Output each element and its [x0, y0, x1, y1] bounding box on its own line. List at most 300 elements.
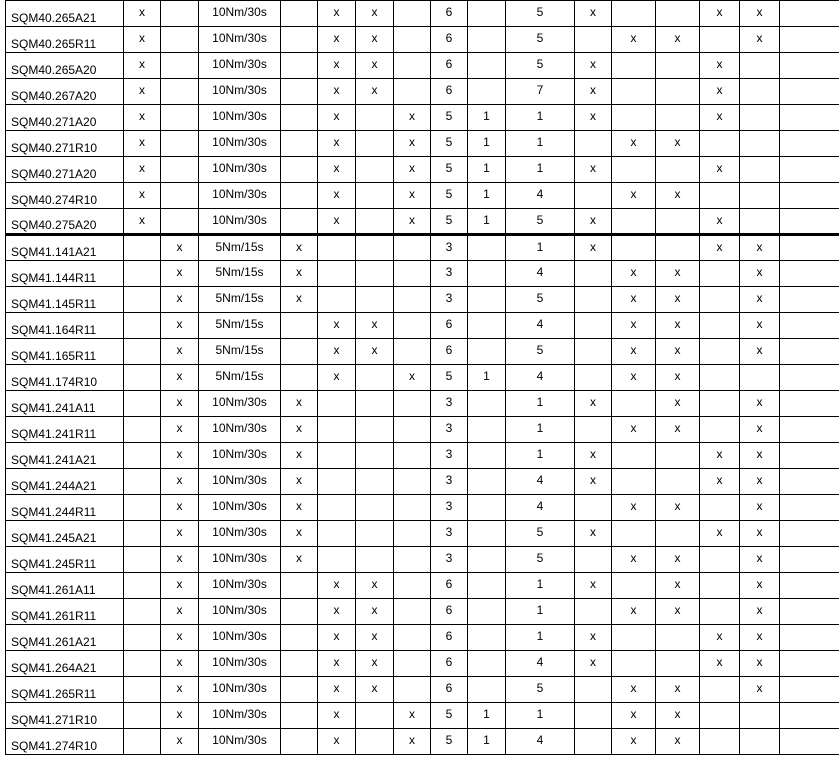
type-code: SQM41.261A11	[11, 583, 96, 597]
table-cell: x	[318, 105, 356, 131]
table-cell: x	[740, 339, 780, 365]
table-cell: x	[700, 1, 740, 27]
type-code-cell	[6, 1, 124, 27]
table-cell	[656, 651, 700, 677]
table-cell: x	[161, 339, 199, 365]
table-cell: x	[394, 703, 431, 729]
table-cell	[124, 599, 161, 625]
table-cell: x	[612, 287, 656, 313]
table-cell	[780, 391, 839, 417]
table-row	[6, 469, 839, 495]
table-cell: x	[656, 677, 700, 703]
table-cell: 5	[431, 105, 468, 131]
table-cell	[700, 677, 740, 703]
table-cell	[124, 235, 161, 261]
table-cell	[700, 313, 740, 339]
table-cell	[780, 27, 839, 53]
table-cell: 5	[431, 209, 468, 235]
table-cell	[656, 235, 700, 261]
table-cell	[780, 469, 839, 495]
type-code-cell	[6, 235, 124, 261]
table-cell	[612, 573, 656, 599]
table-cell: x	[124, 131, 161, 157]
table-cell	[468, 235, 506, 261]
table-cell: x	[356, 27, 394, 53]
table-cell: x	[656, 313, 700, 339]
type-code: SQM41.241R11	[11, 427, 97, 441]
table-cell: 1	[506, 599, 575, 625]
table-cell	[700, 547, 740, 573]
table-row	[6, 313, 839, 339]
table-cell: 4	[506, 183, 575, 209]
table-cell	[394, 495, 431, 521]
table-row	[6, 417, 839, 443]
table-cell: 5Nm/15s	[199, 235, 281, 261]
table-cell: x	[161, 729, 199, 755]
table-cell	[124, 703, 161, 729]
table-cell	[700, 287, 740, 313]
table-cell	[394, 521, 431, 547]
table-cell: 6	[431, 53, 468, 79]
table-cell: x	[161, 573, 199, 599]
table-cell	[780, 547, 839, 573]
table-cell: x	[356, 79, 394, 105]
table-cell: x	[612, 703, 656, 729]
table-cell: x	[612, 339, 656, 365]
table-row	[6, 183, 839, 209]
table-cell	[356, 391, 394, 417]
table-cell	[612, 443, 656, 469]
table-cell: x	[575, 521, 612, 547]
table-cell: x	[656, 183, 700, 209]
table-cell: x	[161, 599, 199, 625]
table-cell: x	[318, 53, 356, 79]
table-cell: x	[394, 729, 431, 755]
table-cell: x	[612, 261, 656, 287]
table-cell: 4	[506, 651, 575, 677]
table-cell: x	[161, 495, 199, 521]
table-cell	[281, 625, 318, 651]
table-cell: x	[656, 27, 700, 53]
table-cell: 10Nm/30s	[199, 79, 281, 105]
table-cell	[468, 495, 506, 521]
table-cell	[318, 235, 356, 261]
table-cell: x	[575, 651, 612, 677]
table-cell	[468, 313, 506, 339]
table-cell	[318, 391, 356, 417]
table-cell	[281, 131, 318, 157]
table-cell	[394, 235, 431, 261]
table-cell	[780, 1, 839, 27]
table-cell	[656, 443, 700, 469]
table-cell: x	[161, 677, 199, 703]
table-cell: x	[394, 209, 431, 235]
table-cell	[656, 469, 700, 495]
table-cell: 1	[506, 157, 575, 183]
table-cell: x	[318, 157, 356, 183]
table-cell	[161, 157, 199, 183]
table-cell: 3	[431, 495, 468, 521]
table-cell: x	[161, 521, 199, 547]
table-cell	[780, 729, 839, 755]
table-cell: 6	[431, 339, 468, 365]
table-cell	[318, 495, 356, 521]
table-cell	[468, 443, 506, 469]
table-cell: 5	[506, 27, 575, 53]
table-cell	[780, 417, 839, 443]
table-cell	[161, 209, 199, 235]
table-cell	[656, 53, 700, 79]
table-cell: 3	[431, 417, 468, 443]
table-cell	[740, 157, 780, 183]
table-cell	[740, 183, 780, 209]
type-code-cell	[6, 339, 124, 365]
table-cell: 5Nm/15s	[199, 261, 281, 287]
table-row	[6, 287, 839, 313]
table-row	[6, 391, 839, 417]
table-cell: 6	[431, 313, 468, 339]
type-code: SQM41.164R11	[11, 323, 97, 337]
table-cell: x	[656, 495, 700, 521]
table-cell	[394, 573, 431, 599]
table-cell: x	[318, 339, 356, 365]
table-cell: 6	[431, 599, 468, 625]
table-cell	[124, 495, 161, 521]
table-cell	[780, 157, 839, 183]
table-cell: x	[740, 469, 780, 495]
table-row	[6, 365, 839, 391]
table-cell: x	[318, 79, 356, 105]
table-cell	[394, 677, 431, 703]
table-cell: 10Nm/30s	[199, 417, 281, 443]
table-cell	[281, 729, 318, 755]
table-cell: x	[700, 53, 740, 79]
type-code: SQM41.261R11	[11, 609, 97, 623]
table-cell	[356, 729, 394, 755]
table-row	[6, 521, 839, 547]
table-cell: x	[575, 443, 612, 469]
table-cell	[356, 157, 394, 183]
table-cell: x	[575, 469, 612, 495]
table-cell	[281, 365, 318, 391]
table-cell: x	[740, 313, 780, 339]
table-cell	[740, 365, 780, 391]
table-cell	[468, 339, 506, 365]
table-cell	[394, 27, 431, 53]
table-cell: 5	[431, 703, 468, 729]
type-code-cell	[6, 391, 124, 417]
table-cell: 5	[506, 521, 575, 547]
table-cell	[575, 261, 612, 287]
table-cell	[161, 105, 199, 131]
table-cell	[318, 287, 356, 313]
table-cell	[740, 105, 780, 131]
type-code-cell	[6, 157, 124, 183]
table-cell: x	[700, 105, 740, 131]
table-cell	[656, 105, 700, 131]
table-cell: x	[318, 27, 356, 53]
table-cell: 10Nm/30s	[199, 53, 281, 79]
table-cell	[394, 391, 431, 417]
table-cell	[575, 183, 612, 209]
table-cell	[468, 1, 506, 27]
type-code-cell	[6, 547, 124, 573]
table-row	[6, 443, 839, 469]
table-cell: x	[281, 495, 318, 521]
table-cell: 5	[506, 53, 575, 79]
table-cell: x	[700, 235, 740, 261]
table-cell: x	[656, 547, 700, 573]
table-cell: 10Nm/30s	[199, 703, 281, 729]
table-cell	[124, 287, 161, 313]
table-cell: 10Nm/30s	[199, 521, 281, 547]
table-cell	[700, 261, 740, 287]
table-cell: x	[318, 209, 356, 235]
table-row	[6, 157, 839, 183]
table-cell	[281, 1, 318, 27]
table-cell	[575, 365, 612, 391]
table-cell	[356, 183, 394, 209]
table-cell	[281, 79, 318, 105]
table-cell: 1	[468, 131, 506, 157]
table-cell: x	[740, 391, 780, 417]
table-cell: x	[740, 599, 780, 625]
table-cell	[318, 547, 356, 573]
table-cell	[356, 261, 394, 287]
table-cell: x	[656, 573, 700, 599]
table-cell: 6	[431, 1, 468, 27]
table-cell	[780, 209, 839, 235]
table-cell: 4	[506, 469, 575, 495]
table-cell: x	[740, 235, 780, 261]
table-cell: 1	[506, 625, 575, 651]
table-cell	[281, 157, 318, 183]
table-cell	[356, 469, 394, 495]
table-cell	[281, 339, 318, 365]
type-code-cell	[6, 677, 124, 703]
table-cell: x	[740, 677, 780, 703]
table-cell	[612, 157, 656, 183]
table-cell	[161, 79, 199, 105]
table-cell: x	[161, 703, 199, 729]
table-cell: 10Nm/30s	[199, 209, 281, 235]
table-cell	[124, 651, 161, 677]
table-row	[6, 651, 839, 677]
type-code: SQM41.271R10	[11, 713, 98, 727]
table-cell: 3	[431, 261, 468, 287]
table-cell	[124, 339, 161, 365]
table-cell	[281, 313, 318, 339]
table-cell: 10Nm/30s	[199, 391, 281, 417]
table-cell	[394, 599, 431, 625]
table-row	[6, 729, 839, 755]
table-cell: x	[356, 625, 394, 651]
table-cell	[780, 625, 839, 651]
table-cell	[575, 27, 612, 53]
table-cell	[612, 235, 656, 261]
table-cell	[780, 365, 839, 391]
table-cell: 5Nm/15s	[199, 287, 281, 313]
table-cell: 5Nm/15s	[199, 365, 281, 391]
table-cell: x	[161, 287, 199, 313]
table-cell	[575, 677, 612, 703]
table-cell: x	[124, 1, 161, 27]
table-cell: x	[612, 677, 656, 703]
table-cell	[780, 313, 839, 339]
table-cell	[356, 131, 394, 157]
table-cell: x	[740, 573, 780, 599]
table-cell: x	[318, 183, 356, 209]
table-cell	[124, 313, 161, 339]
table-cell	[124, 573, 161, 599]
table-cell: 10Nm/30s	[199, 443, 281, 469]
table-cell	[612, 1, 656, 27]
table-cell	[281, 573, 318, 599]
table-cell	[575, 547, 612, 573]
table-cell	[656, 79, 700, 105]
table-cell	[468, 651, 506, 677]
table-cell: x	[656, 339, 700, 365]
table-cell: 5Nm/15s	[199, 339, 281, 365]
table-cell: x	[394, 183, 431, 209]
table-cell: x	[740, 417, 780, 443]
table-cell: x	[740, 625, 780, 651]
table-cell	[700, 183, 740, 209]
table-cell: 10Nm/30s	[199, 729, 281, 755]
table-cell	[394, 53, 431, 79]
table-cell	[161, 27, 199, 53]
table-cell	[740, 131, 780, 157]
table-cell: x	[575, 1, 612, 27]
table-cell: x	[124, 79, 161, 105]
table-cell: x	[656, 391, 700, 417]
table-cell: x	[575, 235, 612, 261]
table-cell: x	[740, 1, 780, 27]
table-cell: x	[281, 235, 318, 261]
table-cell: x	[318, 703, 356, 729]
table-cell: 7	[506, 79, 575, 105]
table-cell: 10Nm/30s	[199, 105, 281, 131]
table-cell: x	[740, 521, 780, 547]
table-cell: x	[612, 27, 656, 53]
table-cell	[356, 495, 394, 521]
table-cell: 5	[431, 729, 468, 755]
table-cell: 4	[506, 729, 575, 755]
table-cell	[780, 521, 839, 547]
type-code-cell	[6, 27, 124, 53]
table-cell	[161, 131, 199, 157]
table-cell: 4	[506, 365, 575, 391]
table-cell: 10Nm/30s	[199, 27, 281, 53]
table-cell	[124, 443, 161, 469]
table-row	[6, 339, 839, 365]
table-cell	[612, 651, 656, 677]
table-cell: x	[394, 157, 431, 183]
table-cell	[780, 651, 839, 677]
table-cell: x	[124, 157, 161, 183]
table-row	[6, 131, 839, 157]
table-cell	[700, 703, 740, 729]
table-cell: x	[161, 235, 199, 261]
table-cell	[281, 105, 318, 131]
table-cell	[394, 469, 431, 495]
table-cell	[700, 339, 740, 365]
table-cell	[740, 703, 780, 729]
table-cell: x	[612, 183, 656, 209]
table-row	[6, 53, 839, 79]
type-code: SQM41.241A21	[11, 453, 97, 467]
table-cell	[356, 521, 394, 547]
actuator-spec-table	[5, 0, 839, 755]
table-cell	[700, 599, 740, 625]
table-cell	[780, 703, 839, 729]
table-cell	[468, 287, 506, 313]
table-cell	[161, 1, 199, 27]
table-cell: x	[612, 131, 656, 157]
type-code: SQM41.144R11	[11, 271, 97, 285]
table-cell	[700, 573, 740, 599]
table-cell	[468, 573, 506, 599]
table-cell: x	[700, 651, 740, 677]
table-cell	[318, 443, 356, 469]
type-code: SQM40.271R10	[11, 141, 98, 155]
table-cell	[394, 313, 431, 339]
type-code-cell	[6, 443, 124, 469]
table-cell: x	[740, 443, 780, 469]
table-cell	[780, 261, 839, 287]
type-code: SQM40.274R10	[11, 193, 98, 207]
table-cell: x	[281, 261, 318, 287]
table-cell: x	[740, 287, 780, 313]
table-cell: x	[318, 365, 356, 391]
table-cell: 1	[468, 209, 506, 235]
table-cell	[612, 625, 656, 651]
table-cell	[124, 729, 161, 755]
type-code-cell	[6, 469, 124, 495]
table-cell: x	[318, 651, 356, 677]
table-cell: 1	[468, 365, 506, 391]
type-code: SQM41.165R11	[11, 349, 97, 363]
table-cell	[281, 599, 318, 625]
table-cell: 6	[431, 27, 468, 53]
table-cell: x	[656, 261, 700, 287]
table-cell: 10Nm/30s	[199, 495, 281, 521]
table-row	[6, 547, 839, 573]
table-cell: x	[700, 157, 740, 183]
table-cell: 1	[468, 157, 506, 183]
type-code: SQM41.244R11	[11, 505, 97, 519]
table-cell	[356, 417, 394, 443]
table-cell	[394, 261, 431, 287]
table-cell	[780, 677, 839, 703]
table-cell: 4	[506, 313, 575, 339]
table-cell: 5Nm/15s	[199, 313, 281, 339]
table-cell: 3	[431, 391, 468, 417]
table-cell: x	[161, 417, 199, 443]
table-cell: x	[356, 1, 394, 27]
table-cell: x	[318, 573, 356, 599]
type-code: SQM41.274R10	[11, 739, 98, 753]
table-cell	[780, 131, 839, 157]
type-code-cell	[6, 131, 124, 157]
table-cell	[356, 209, 394, 235]
table-cell: 3	[431, 521, 468, 547]
table-cell: x	[612, 417, 656, 443]
type-code: SQM40.265A21	[11, 11, 97, 25]
table-cell	[356, 235, 394, 261]
table-cell	[394, 625, 431, 651]
table-cell	[780, 183, 839, 209]
